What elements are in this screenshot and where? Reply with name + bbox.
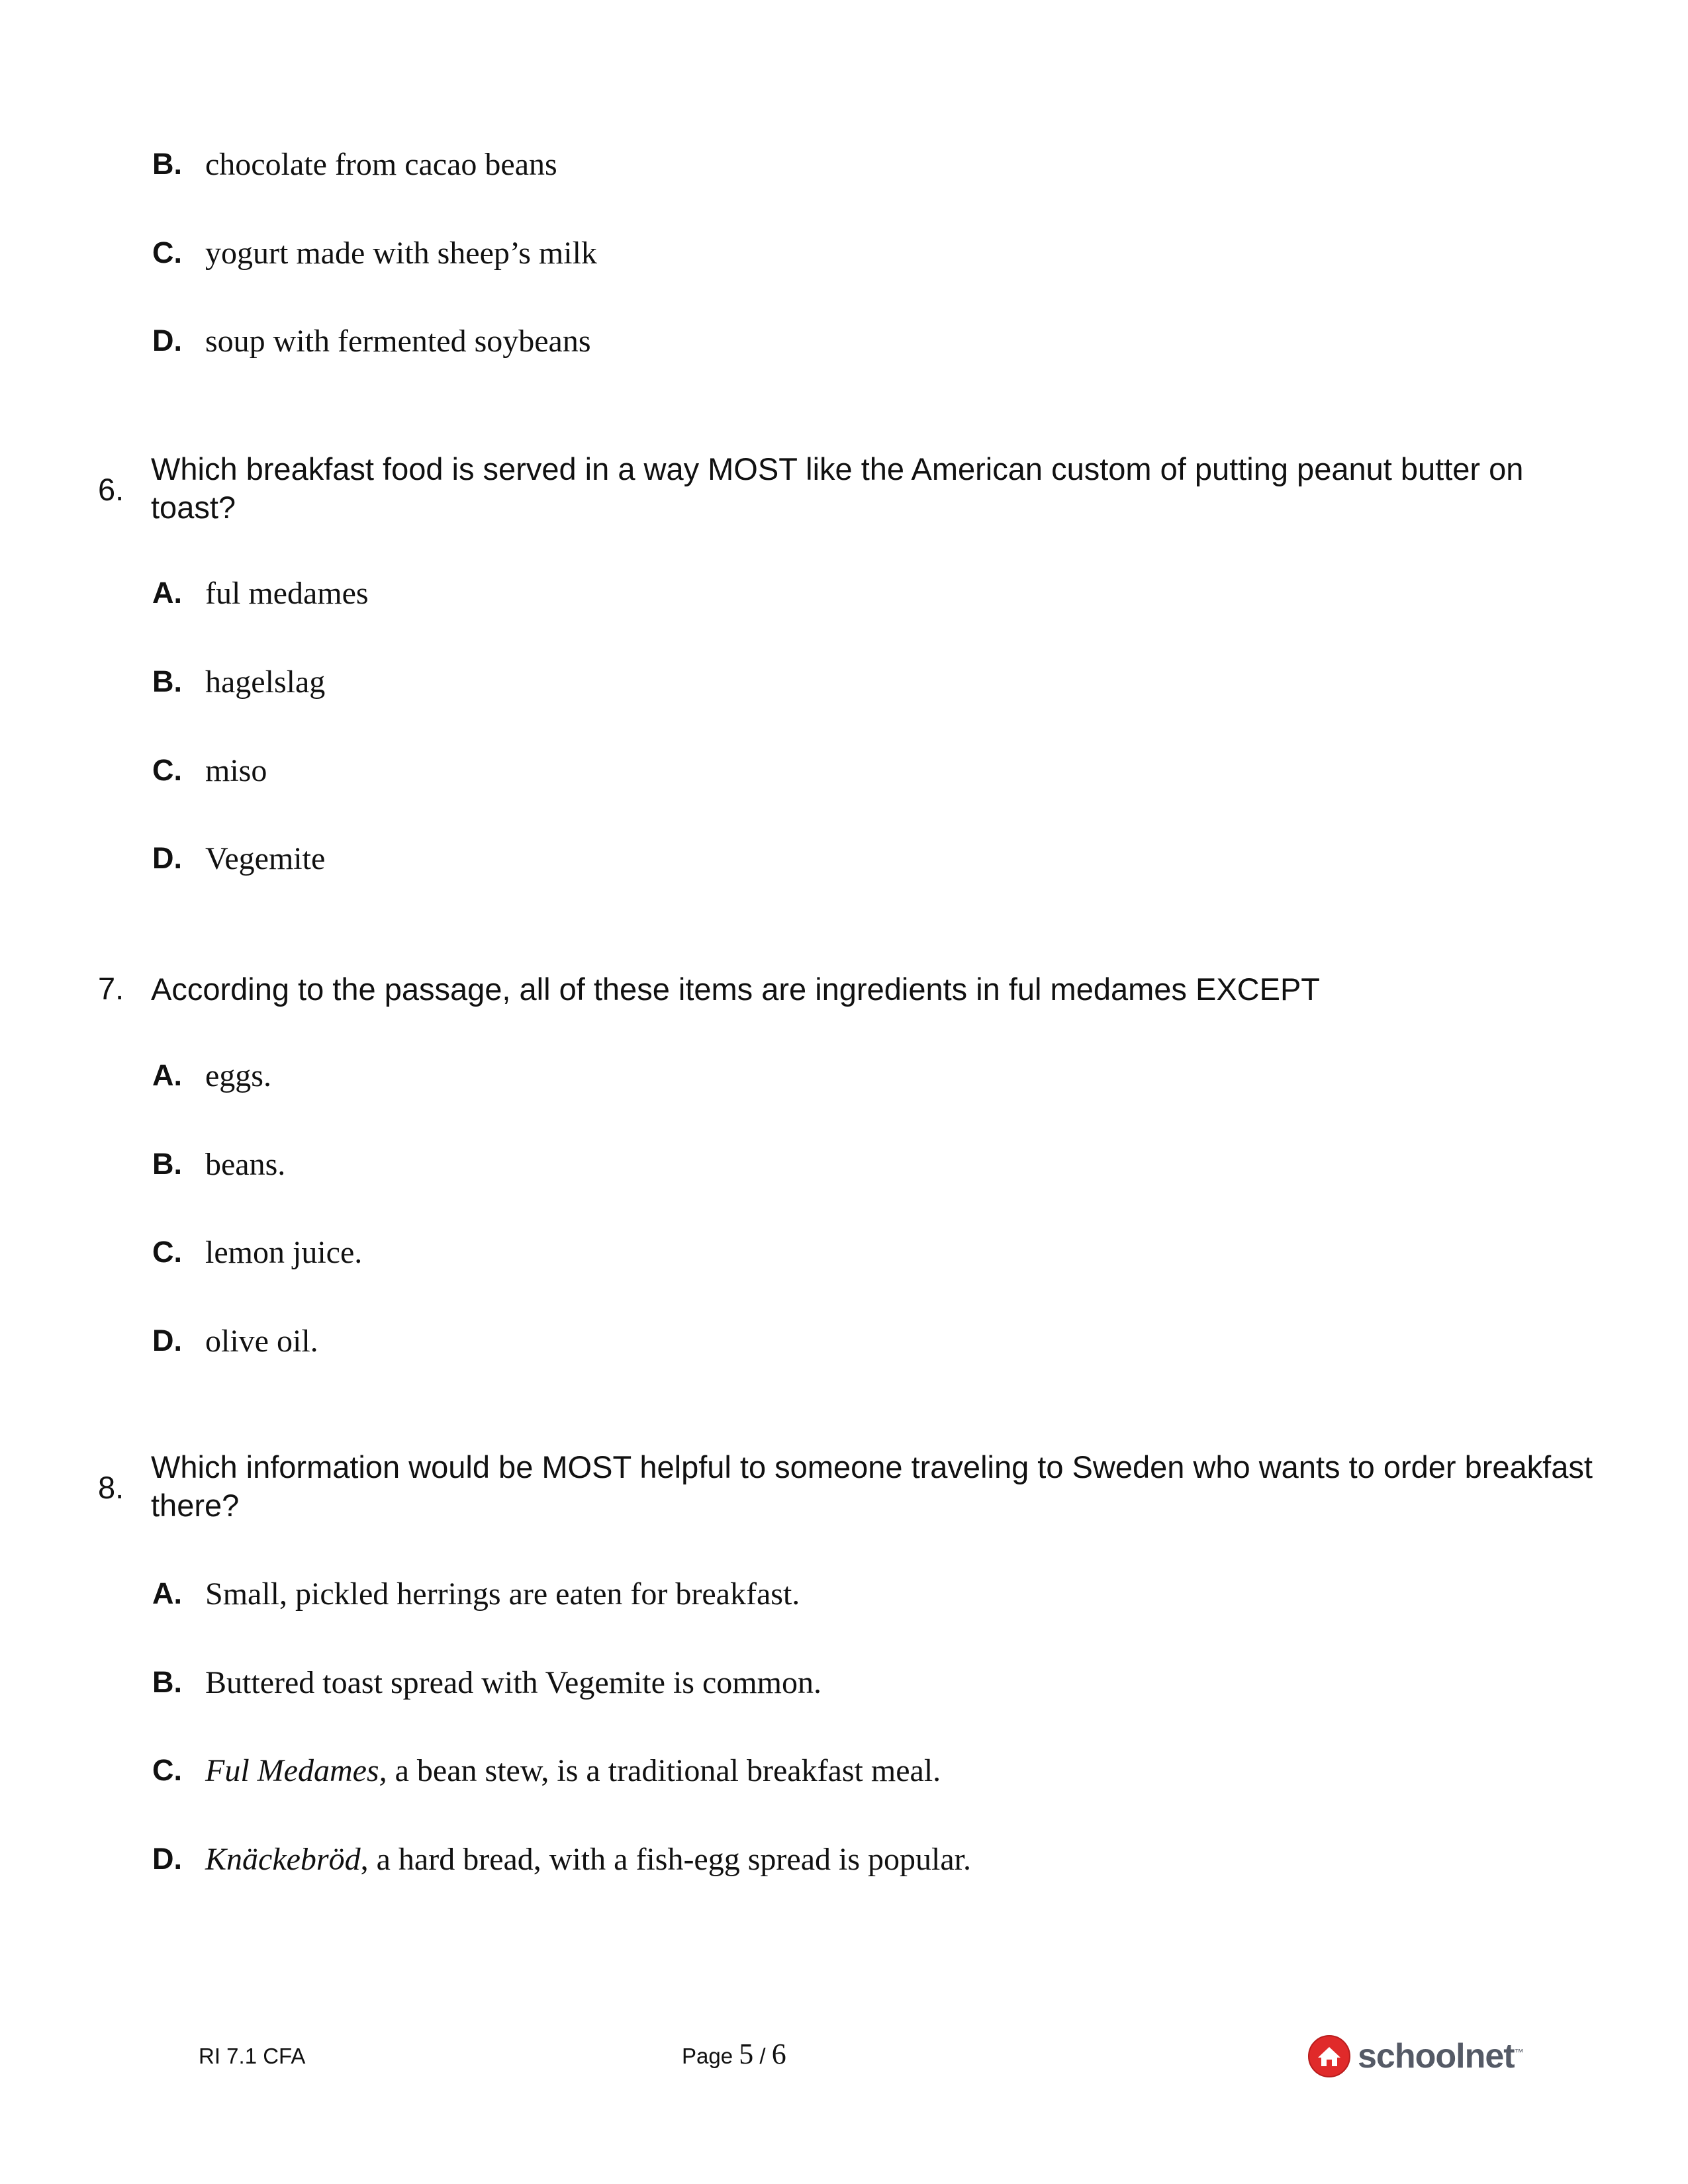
option-letter: C. [152,236,182,269]
q7-option-d[interactable] [152,1318,318,1364]
option-text: lemon juice. [205,1234,363,1270]
page-current: 5 [739,2038,754,2070]
option-text-rest: , a hard bread, with a fish-egg spread is popular. [360,1841,971,1877]
option-text: Vegemite [205,841,326,876]
question-number-8: 8. [98,1470,124,1505]
option-letter: C. [152,753,182,787]
option-letter: A. [152,1576,182,1610]
option-text: chocolate from cacao beans [205,146,557,182]
option-letter: C. [152,1753,182,1787]
brand-name [1358,2036,1523,2076]
footer-page-number [682,2037,786,2071]
q8-option-b[interactable] [152,1659,821,1706]
option-italic-term: Knäckebröd [205,1841,361,1877]
option-text: olive oil. [205,1323,318,1359]
option-letter: C. [152,1235,182,1269]
option-text: hagelslag [205,664,326,700]
option-letter: D. [152,1324,182,1357]
option-letter: D. [152,1842,182,1876]
q6-option-d[interactable] [152,835,325,882]
page-separator: / [753,2044,772,2068]
q8-option-d[interactable] [152,1836,971,1882]
trademark-symbol: ™ [1514,2046,1523,2058]
option-italic-term: Ful Medames, [205,1752,387,1788]
house-icon [1307,2034,1351,2078]
option-letter: A. [152,1058,182,1092]
question-number-6: 6. [98,472,124,507]
option-text: Small, pickled herrings are eaten for breakfast. [205,1576,800,1612]
option-text: miso [205,752,267,788]
q5-option-d[interactable] [152,318,591,364]
question-text-8: Which information would be MOST helpful to someone traveling to Sweden who wants to order breakfast there? [151,1449,1593,1523]
option-letter: B. [152,147,182,181]
q5-option-c[interactable] [152,230,597,276]
footer-assessment-code: RI 7.1 CFA [199,2044,306,2068]
page-total: 6 [771,2038,786,2070]
question-text-6: Which breakfast food is served in a way MOST like the American custom of putting peanut butter on toast? [151,451,1524,525]
option-letter: B. [152,1665,182,1699]
q8-option-a[interactable] [152,1570,800,1617]
question-text-7: According to the passage, all of these items are ingredients in ful medames EXCEPT [151,972,1321,1007]
page-label: Page [682,2044,739,2068]
option-letter: D. [152,324,182,357]
option-letter: B. [152,1147,182,1181]
q7-option-a[interactable] [152,1052,271,1099]
option-text: eggs. [205,1058,271,1093]
option-text-rest: a bean stew, is a traditional breakfast meal. [387,1752,941,1788]
brand-text: schoolnet [1358,2037,1515,2075]
option-text [205,1841,971,1878]
q8-option-c[interactable] [152,1747,941,1794]
option-letter: A. [152,576,182,610]
q5-option-b[interactable] [152,141,557,187]
option-text: soup with fermented soybeans [205,323,591,359]
option-text [205,1752,941,1789]
schoolnet-logo [1307,2033,1523,2079]
q6-option-c[interactable] [152,747,267,794]
option-text: beans. [205,1146,286,1182]
q6-option-a[interactable] [152,570,369,616]
option-text: Buttered toast spread with Vegemite is common. [205,1664,821,1700]
question-number-7: 7. [98,971,124,1006]
option-text: yogurt made with sheep’s milk [205,235,597,271]
option-text: ful medames [205,575,369,611]
q7-option-c[interactable] [152,1229,362,1275]
q6-option-b[interactable] [152,659,325,705]
option-letter: D. [152,841,182,875]
q7-option-b[interactable] [152,1141,285,1187]
option-letter: B. [152,664,182,698]
